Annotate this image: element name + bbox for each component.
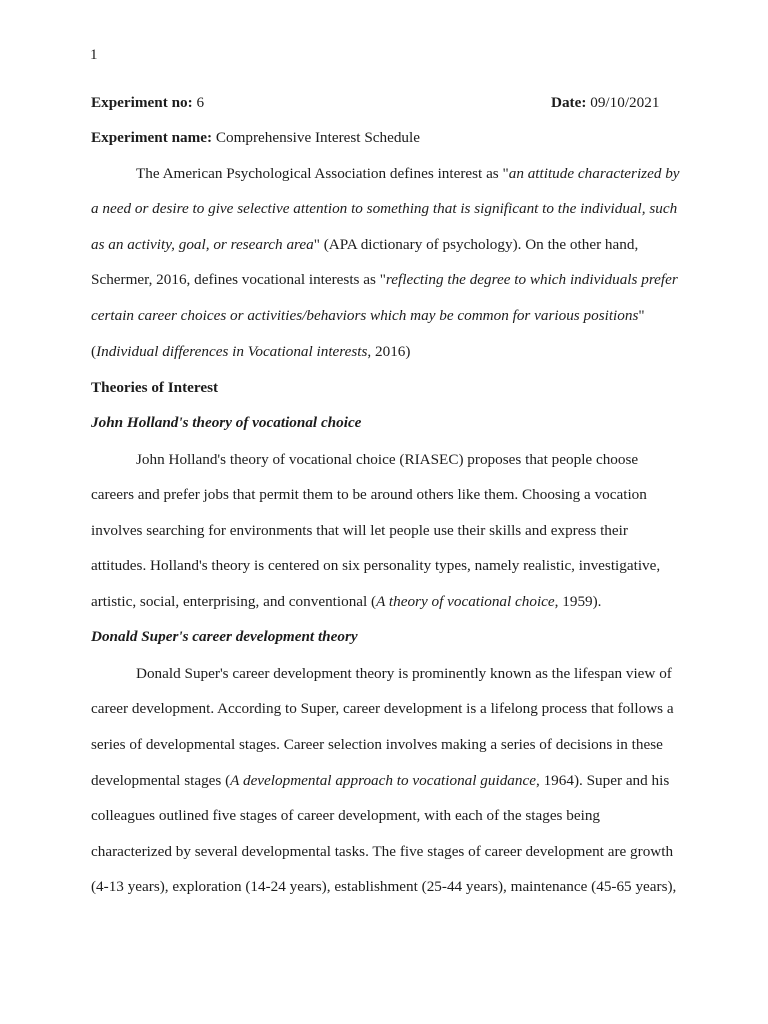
text-run: ( — [91, 343, 97, 360]
experiment-number-line — [91, 93, 204, 113]
intro-line-3 — [91, 235, 638, 255]
holland-line-2: careers and prefer jobs that permit them to be around others like them. Choosing a vocation — [91, 486, 647, 503]
holland-line-3: involves searching for environments that will let people use their skills and express their — [91, 522, 628, 539]
holland-line-1: John Holland's theory of vocational choice (RIASEC) proposes that people choose — [136, 451, 639, 468]
intro-line-6 — [91, 342, 410, 362]
experiment-number-label: Experiment no: — [91, 94, 193, 111]
intro-line-5 — [91, 306, 645, 326]
holland-line-5 — [91, 592, 601, 612]
text-run: The American Psychological Association defines interest as " — [136, 165, 509, 182]
subheading-super: Donald Super's career development theory — [91, 628, 358, 645]
text-run: , 1959). — [554, 593, 602, 610]
super-line-1: Donald Super's career development theory is prominently known as the lifespan view of — [136, 665, 672, 682]
super-line-4 — [91, 771, 669, 791]
quote-run: certain career choices or activities/behaviors which may be common for various positions — [91, 307, 639, 324]
super-line-2: career development. According to Super, career development is a lifelong process that follows a — [91, 700, 674, 717]
quote-run: an attitude characterized by — [508, 165, 680, 182]
text-run: artistic, social, enterprising, and conventional ( — [91, 593, 377, 610]
quote-run: as an activity, goal, or research area — [91, 236, 314, 253]
text-run: Schermer, 2016, defines vocational interests as " — [91, 271, 386, 288]
experiment-name-label: Experiment name: — [91, 129, 213, 146]
citation-title: Individual differences in Vocational interests — [96, 343, 368, 360]
date-value: 09/10/2021 — [590, 94, 660, 111]
citation-title: A developmental approach to vocational guidance — [230, 772, 536, 789]
text-run: , 2016) — [367, 343, 411, 360]
experiment-number-value: 6 — [196, 94, 205, 111]
super-line-6: characterized by several developmental tasks. The five stages of career development are growth — [91, 843, 674, 860]
section-heading-theories: Theories of Interest — [91, 379, 219, 396]
text-run: " (APA dictionary of psychology). On the other hand, — [313, 236, 639, 253]
date-line — [551, 93, 659, 113]
super-line-3: series of developmental stages. Career selection involves making a series of decisions in these — [91, 736, 663, 753]
intro-line-4 — [91, 270, 678, 290]
super-line-7: (4-13 years), exploration (14-24 years), establishment (25-44 years), maintenance (45-65 years), — [91, 878, 677, 895]
quote-run: reflecting the degree to which individuals prefer — [385, 271, 678, 288]
experiment-name-line — [91, 128, 420, 148]
super-line-5: colleagues outlined five stages of career development, with each of the stages being — [91, 807, 601, 824]
page-number: 1 — [90, 47, 98, 63]
subheading-holland: John Holland's theory of vocational choice — [91, 414, 362, 431]
text-run: " — [638, 307, 645, 324]
date-label: Date: — [551, 94, 587, 111]
text-run: developmental stages ( — [91, 772, 231, 789]
citation-title: A theory of vocational choice — [376, 593, 555, 610]
text-run: , 1964). Super and his — [535, 772, 670, 789]
holland-line-4: attitudes. Holland's theory is centered on six personality types, namely realistic, investigative, — [91, 557, 661, 574]
intro-line-2: a need or desire to give selective attention to something that is significant to the individual, such — [91, 200, 678, 217]
experiment-name-value: Comprehensive Interest Schedule — [215, 129, 420, 146]
intro-line-1 — [136, 164, 680, 184]
